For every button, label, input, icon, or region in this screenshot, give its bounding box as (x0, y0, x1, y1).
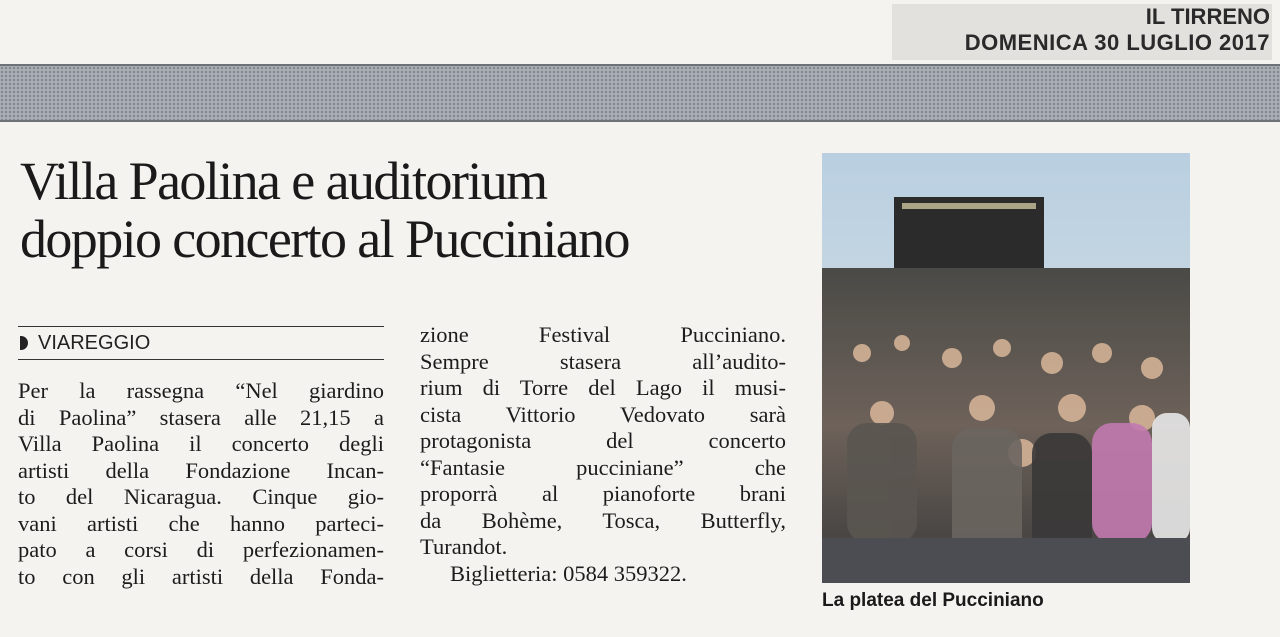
text-line: di Paolina” stasera alle 21,15 a (18, 404, 384, 430)
photo-caption: La platea del Pucciniano (822, 590, 1044, 611)
masthead (892, 4, 1272, 60)
headline (20, 152, 780, 268)
audience-photo (822, 153, 1190, 583)
text-line: artisti della Fondazione Incan- (18, 457, 384, 483)
decorative-band (0, 64, 1280, 122)
text-line: pato a corsi di perfezionamen- (18, 537, 384, 562)
text-line: protagonista del concerto (420, 428, 786, 453)
text-line: proporrà al pianoforte brani (420, 481, 786, 506)
text-line: da Bohème, Tosca, Butterfly, (420, 507, 786, 533)
article-column-2 (420, 322, 786, 587)
section-kicker (18, 326, 384, 360)
headline-line: doppio concerto al Pucciniano (20, 209, 629, 269)
bullet-icon (20, 336, 28, 350)
headline-line: Villa Paolina e auditorium (20, 151, 547, 211)
kicker-label: VIAREGGIO (38, 331, 151, 354)
issue-date: DOMENICA 30 LUGLIO 2017 (964, 30, 1270, 55)
text-line: Per la rassegna “Nel giardino (18, 378, 384, 403)
newspaper-name: IL TIRRENO (1145, 4, 1270, 29)
text-line: vani artisti che hanno parteci- (18, 510, 384, 536)
text-line: zione Festival Pucciniano. (420, 322, 786, 347)
article-column-1 (18, 378, 384, 590)
text-line: cista Vittorio Vedovato sarà (420, 401, 786, 427)
text-line: “Fantasie pucciniane” che (420, 454, 786, 480)
text-line: Turandot. (420, 534, 508, 559)
text-line: to del Nicaragua. Cinque gio- (18, 484, 384, 509)
text-line: rium di Torre del Lago il musi- (420, 375, 786, 400)
text-line: Sempre stasera all’audito- (420, 348, 786, 374)
text-line: to con gli artisti della Fonda- (18, 563, 384, 589)
ticket-office-line: Biglietteria: 0584 359322. (450, 560, 687, 586)
text-line: Villa Paolina il concerto degli (18, 431, 384, 456)
